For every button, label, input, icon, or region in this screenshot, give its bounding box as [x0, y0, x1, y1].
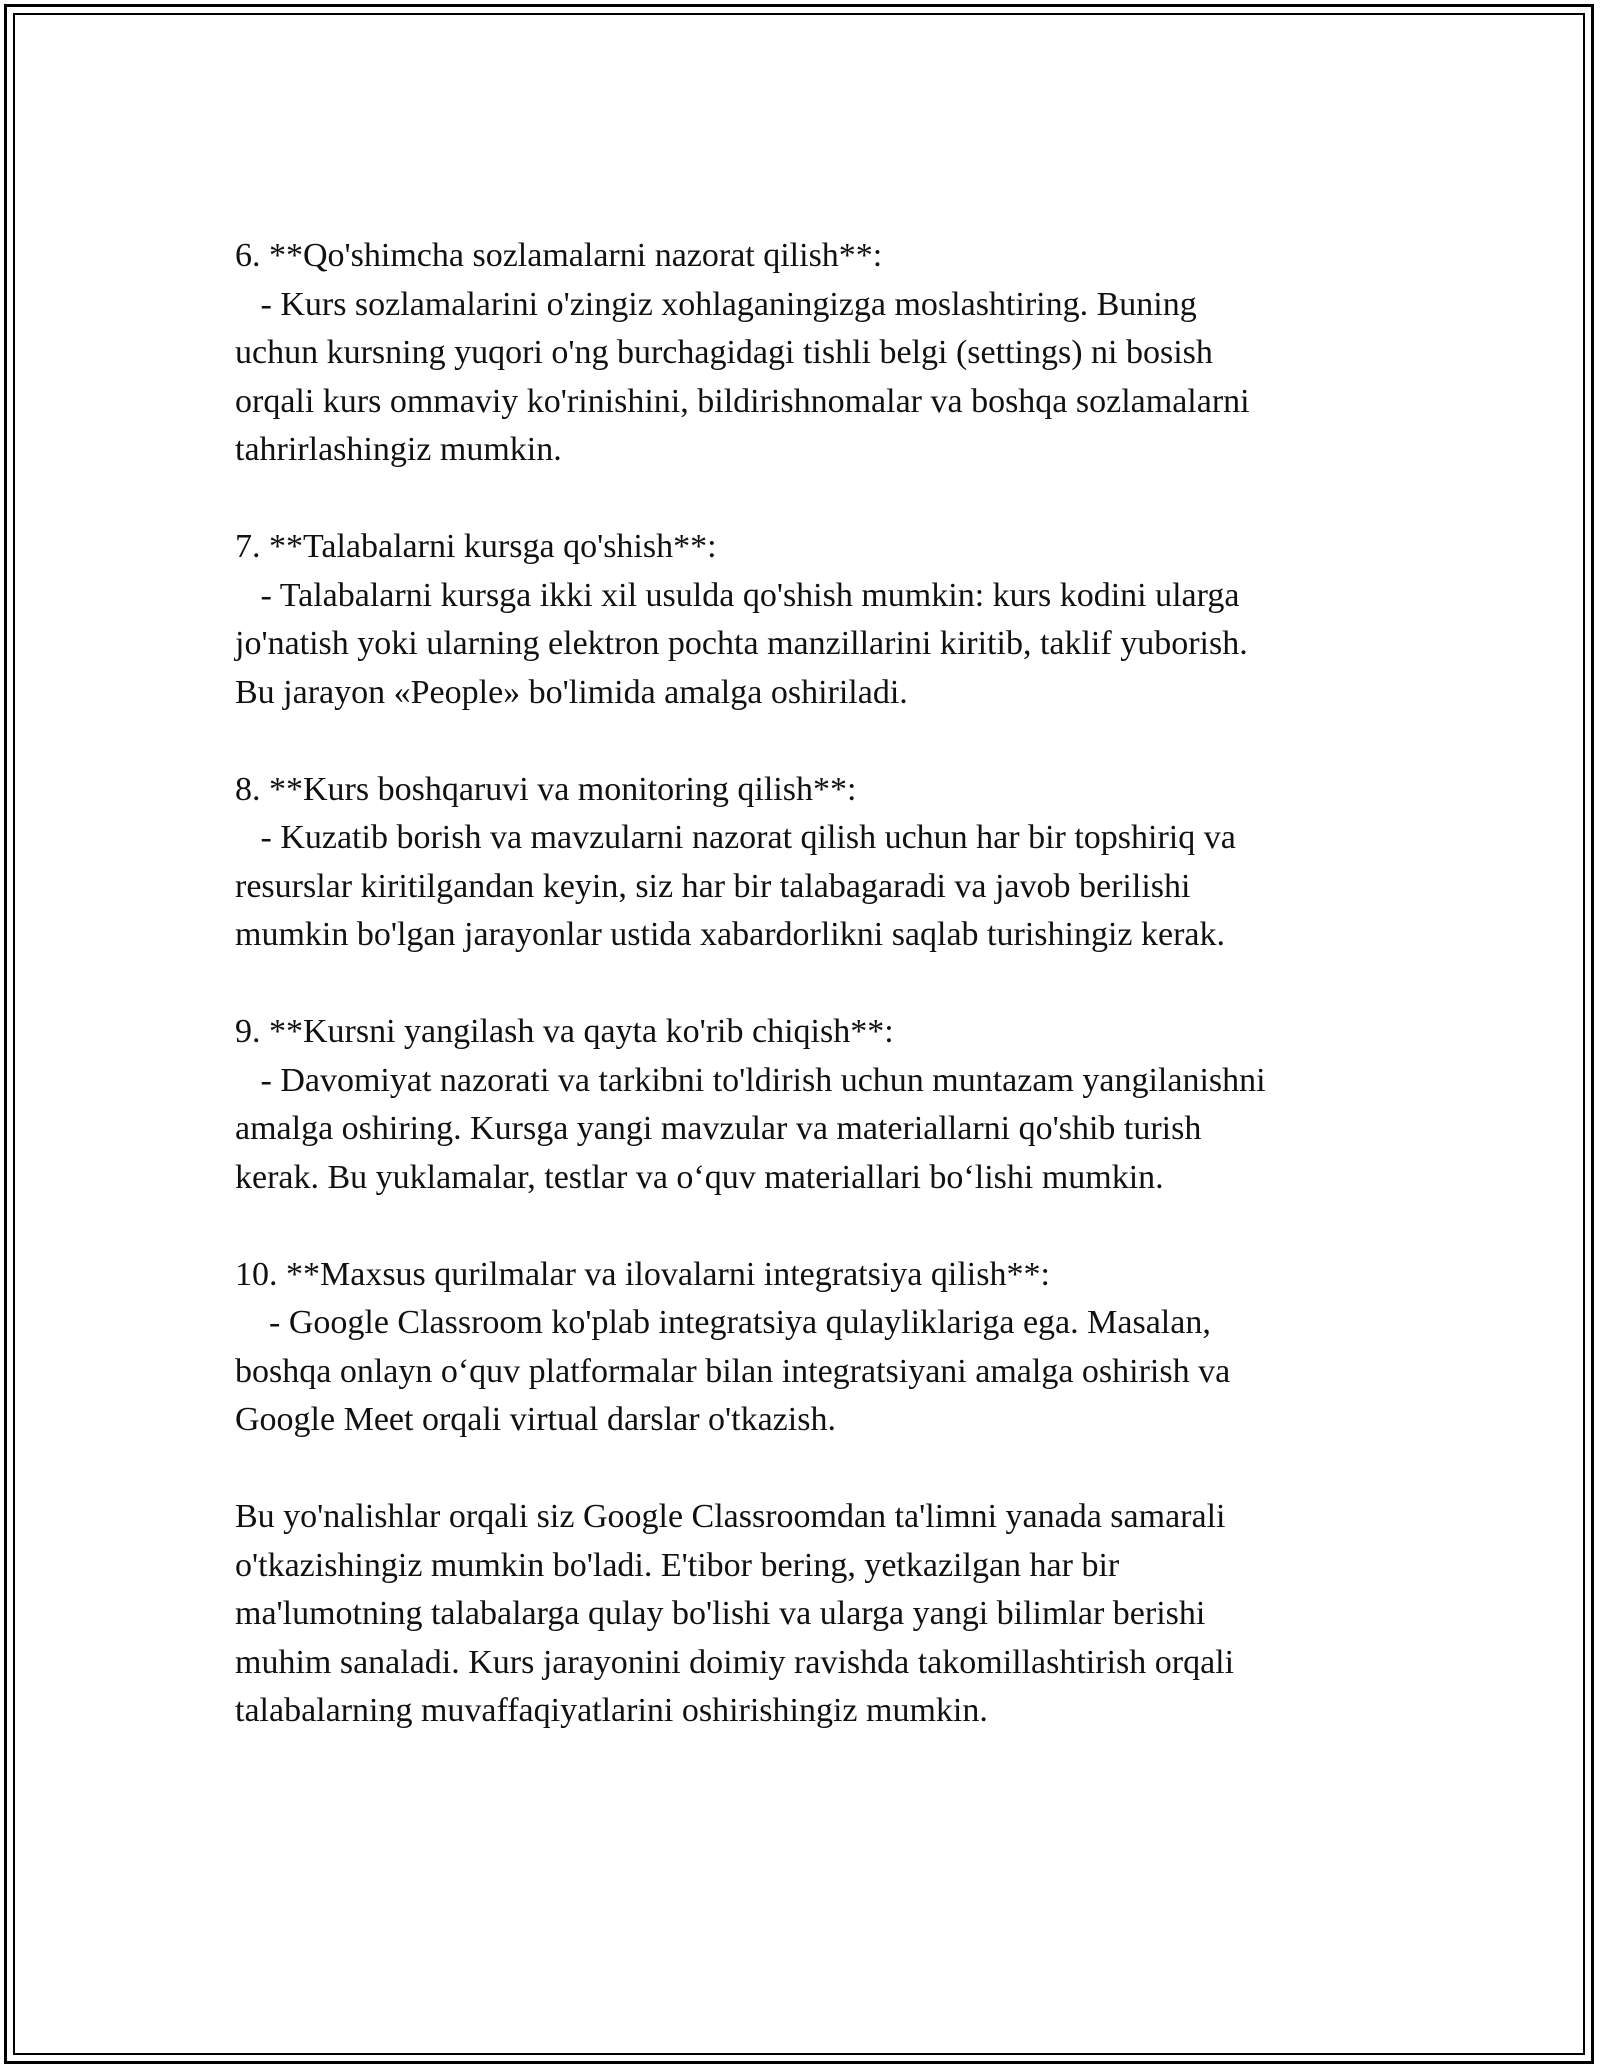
- section-7-add-students: [235, 523, 1365, 717]
- section-heading: 9. **Kursni yangilash va qayta ko'rib chiqish**:: [235, 1013, 894, 1050]
- paragraph-line: orqali kurs ommaviy ko'rinishini, bildirishnomalar va boshqa sozlamalarni: [235, 382, 1250, 420]
- section-6-settings: [235, 232, 1365, 475]
- paragraph-line: ma'lumotning talabalarga qulay bo'lishi va ularga yangi bilimlar berishi: [235, 1595, 1206, 1632]
- paragraph-line: muhim sanaladi. Kurs jarayonini doimiy ravishda takomillashtirish orqali: [235, 1643, 1235, 1681]
- document-body: [235, 232, 1365, 1784]
- paragraph-line: o'tkazishingiz mumkin bo'ladi. E'tibor bering, yetkazilgan har bir: [235, 1546, 1120, 1584]
- paragraph-line: jo'natish yoki ularning elektron pochta manzillarini kiritib, taklif yuborish.: [235, 625, 1248, 662]
- paragraph-line: - Talabalarni kursga ikki xil usulda qo'shish mumkin: kurs kodini ularga: [235, 576, 1240, 614]
- paragraph-line: uchun kursning yuqori o'ng burchagidagi tishli belgi (settings) ni bosish: [235, 334, 1213, 371]
- paragraph-line: mumkin bo'lgan jarayonlar ustida xabardorlikni saqlab turishingiz kerak.: [235, 916, 1225, 953]
- paragraph-line: Bu yo'nalishlar orqali siz Google Classroomdan ta'limni yanada samarali: [235, 1498, 1226, 1535]
- conclusion-paragraph: [235, 1493, 1365, 1736]
- paragraph-line: kerak. Bu yuklamalar, testlar va o‘quv materiallari bo‘lishi mumkin.: [235, 1158, 1164, 1196]
- paragraph-line: boshqa onlayn o‘quv platformalar bilan integratsiyani amalga oshirish va: [235, 1352, 1231, 1390]
- section-9-update-course: [235, 1008, 1365, 1202]
- paragraph-line: talabalarning muvaffaqiyatlarini oshirishingiz mumkin.: [235, 1692, 988, 1729]
- paragraph-line: - Kurs sozlamalarini o'zingiz xohlaganingizga moslashtiring. Buning: [235, 285, 1197, 323]
- paragraph-line: - Davomiyat nazorati va tarkibni to'ldirish uchun muntazam yangilanishni: [235, 1061, 1266, 1099]
- paragraph-line: - Kuzatib borish va mavzularni nazorat qilish uchun har bir topshiriq va: [235, 819, 1236, 856]
- paragraph-line: Google Meet orqali virtual darslar o'tkazish.: [235, 1401, 836, 1438]
- section-heading: 6. **Qo'shimcha sozlamalarni nazorat qilish**:: [235, 237, 883, 274]
- section-heading: 7. **Talabalarni kursga qo'shish**:: [235, 528, 717, 565]
- paragraph-line: resurslar kiritilgandan keyin, siz har bir talabagaradi va javob berilishi: [235, 867, 1191, 905]
- paragraph-line: amalga oshiring. Kursga yangi mavzular va materiallarni qo'shib turish: [235, 1110, 1202, 1147]
- section-heading: 10. **Maxsus qurilmalar va ilovalarni integratsiya qilish**:: [235, 1255, 1050, 1293]
- paragraph-line: - Google Classroom ko'plab integratsiya qulayliklariga ega. Masalan,: [235, 1304, 1211, 1341]
- paragraph-line: Bu jarayon «People» bo'limida amalga oshiriladi.: [235, 673, 908, 711]
- section-10-integrations: [235, 1251, 1365, 1445]
- section-heading: 8. **Kurs boshqaruvi va monitoring qilish**:: [235, 770, 857, 808]
- section-8-course-management: [235, 766, 1365, 960]
- paragraph-line: tahrirlashingiz mumkin.: [235, 431, 562, 468]
